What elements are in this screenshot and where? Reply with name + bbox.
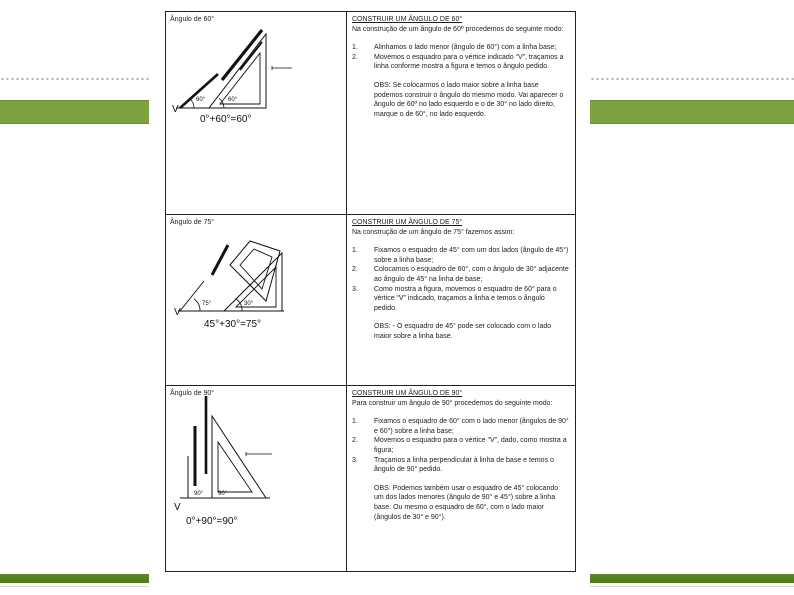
text-cell-90 — [347, 386, 576, 572]
section-heading: CONSTRUIR UM ÂNGULO DE 75° — [352, 219, 463, 226]
diagram-75 — [166, 215, 346, 385]
dotted-rule-left — [0, 76, 149, 82]
diagram-60 — [166, 12, 346, 212]
angle-equation: 0°+60°=60° — [200, 114, 252, 125]
list-item: 1. Fixamos o esquadro de 45° com um dos lados (ângulo de 45°) sobre a linha base; — [352, 247, 569, 264]
section-intro: Na construção de um ângulo de 60º procedemos do seguinte modo: — [352, 25, 564, 33]
vertex-label: V — [174, 502, 181, 513]
obs-note: OBS: Se colocarmos o lado maior sobre a linha base podemos construir o ângulo do mesmo modo. Vai aparecer o ângulo de 60º no lado esquerdo e o de 30° no lado direito, marque o de 60°, no lado esquerdo. — [374, 81, 564, 118]
list-item: 1. Fixamos o esquadro de 60° com o lado menor (ângulos de 90° e 60°) sobre a linha base; — [352, 418, 569, 435]
construction-table — [165, 11, 576, 572]
list-item: 3. Traçamos a linha perpendicular à linha de base e temos o ângulo de 90° pedido. — [352, 456, 554, 474]
figure-title: Ângulo de 90° — [170, 390, 215, 397]
svg-text:90°: 90° — [218, 491, 228, 497]
list-item: 3. Como mostra a figura, movemos o esquadro de 60° para o vértice “V” indicado, traçamos a linha e temos o ângulo pedido. — [352, 285, 557, 312]
dotted-rule-right — [590, 76, 794, 82]
section-intro: Para construir um ângulo de 90° procedemos do seguinte modo: — [352, 399, 553, 407]
svg-text:60°: 60° — [228, 97, 238, 103]
figure-cell-60 — [166, 12, 347, 215]
svg-text:60°: 60° — [196, 97, 206, 103]
text-cell-60 — [347, 12, 576, 215]
section-intro: Na construção de um ângulo de 75° fazemos assim: — [352, 228, 515, 236]
list-item: 2. Movemos o esquadro para o vértice indicado “V”, traçamos a linha conforme mostra a figura e temos o ângulo pedido. — [352, 53, 564, 71]
table-row — [166, 12, 576, 215]
svg-text:75°: 75° — [202, 301, 212, 307]
obs-note: OBS: - O esquadro de 45° pode ser colocado com o lado maior sobre a linha base. — [374, 323, 552, 340]
figure-title: Ângulo de 75° — [170, 219, 215, 226]
obs-note: OBS: Podemos também usar o esquadro de 45° colocando um dos lados menores (ângulo de 90° e 45°) sobre a linha base. Ou mesmo o esquadro de 60°, com o lado maior (ângulos de 30° e 90°). — [374, 484, 559, 521]
steps-list — [352, 417, 569, 475]
section-heading: CONSTRUIR UM ÂNGULO DE 90° — [352, 390, 463, 397]
table-row — [166, 386, 576, 572]
figure-cell-90 — [166, 386, 347, 572]
section-heading: CONSTRUIR UM ÂNGULO DE 60° — [352, 16, 463, 23]
diagram-90 — [166, 386, 346, 572]
svg-text:30°: 30° — [244, 301, 254, 307]
text-cell-75 — [347, 215, 576, 386]
svg-text:90°: 90° — [194, 491, 204, 497]
vertex-label: V — [172, 104, 179, 115]
figure-title: Ângulo de 60° — [170, 16, 215, 23]
table-row — [166, 215, 576, 386]
angle-equation: 0°+90°=90° — [186, 516, 238, 527]
vertex-label: V — [174, 307, 181, 318]
document-page — [149, 0, 590, 595]
list-item: 1. Alinhamos o lado menor (ângulo de 60°) com a linha base; — [352, 44, 557, 52]
green-band-right — [590, 100, 794, 124]
list-item: 2. Colocamos o esquadro de 60°, com o ângulo de 30° adjacente ao ângulo de 45° na linha de base; — [352, 266, 569, 283]
figure-cell-75 — [166, 215, 347, 386]
steps-list — [352, 43, 569, 72]
angle-equation: 45°+30°=75° — [204, 319, 262, 330]
steps-list — [352, 246, 569, 313]
list-item: 2. Movemos o esquadro para o vértice “V”, dado, como mostra a figura; — [352, 437, 567, 454]
green-band-left — [0, 100, 149, 124]
